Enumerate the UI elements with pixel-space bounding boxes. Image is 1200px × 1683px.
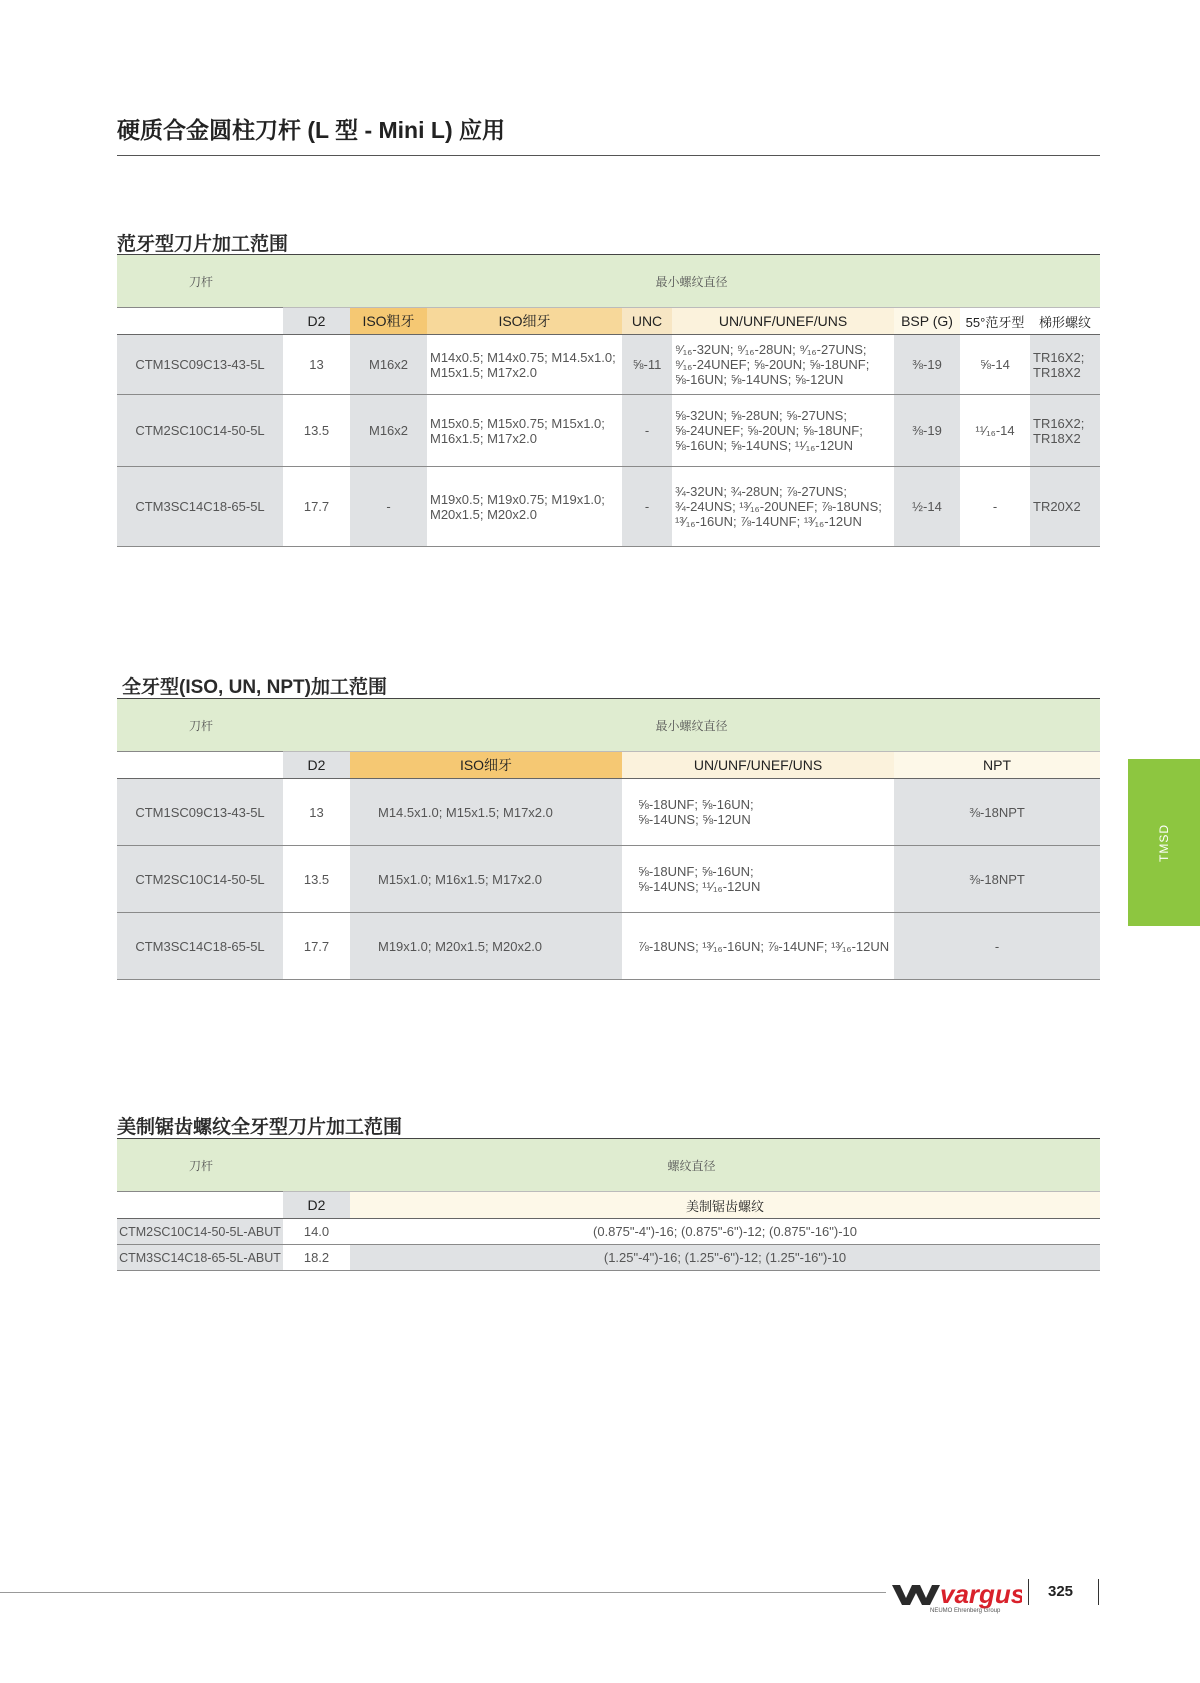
table-row xyxy=(117,779,1100,846)
col-un: UN/UNF/UNEF/UNS xyxy=(672,308,894,335)
cell-model: CTM2SC10C14-50-5L xyxy=(117,846,283,913)
table-row xyxy=(117,395,1100,467)
col-buttress: 美制锯齿螺纹 xyxy=(350,1192,1100,1219)
buttress-table xyxy=(117,1139,1100,1271)
cell-npt: ⅜-18NPT xyxy=(894,846,1100,913)
table-row xyxy=(117,1245,1100,1271)
cell-model: CTM2SC10C14-50-5L-ABUT xyxy=(117,1219,283,1245)
cell-unc: - xyxy=(622,395,672,467)
col-d2: D2 xyxy=(283,1192,350,1219)
cell-model: CTM2SC10C14-50-5L xyxy=(117,395,283,467)
table-row xyxy=(117,335,1100,395)
cell-model: CTM3SC14C18-65-5L xyxy=(117,467,283,547)
cell-d2: 13 xyxy=(283,335,350,395)
cell-model: CTM1SC09C13-43-5L xyxy=(117,779,283,846)
table-row xyxy=(117,1219,1100,1245)
cell-un: ⅝-18UNF; ⅝-16UN; ⅝-14UNS; ¹¹⁄₁₆-12UN xyxy=(622,846,894,913)
header-blank xyxy=(117,308,283,335)
cell-buttress: (1.25"-4")-16; (1.25"-6")-12; (1.25"-16")-10 xyxy=(350,1245,1100,1271)
cell-bsp: ⅜-19 xyxy=(894,335,960,395)
cell-iso-coarse: M16x2 xyxy=(350,395,427,467)
col-bsp: BSP (G) xyxy=(894,308,960,335)
vargus-logo xyxy=(890,1578,1022,1614)
cell-d2: 18.2 xyxy=(283,1245,350,1271)
cell-buttress: (0.875"-4")-16; (0.875"-6")-12; (0.875"-16")-10 xyxy=(350,1219,1100,1245)
cell-iso-fine: M19x1.0; M20x1.5; M20x2.0 xyxy=(350,913,622,980)
cell-trapezoidal: TR20X2 xyxy=(1030,467,1100,547)
header-min-thread-diameter: 最小螺纹直径 xyxy=(283,699,1100,752)
footer-separator xyxy=(1098,1579,1099,1605)
col-trapezoidal: 梯形螺纹 xyxy=(1030,308,1100,335)
cell-un: ¾-32UN; ¾-28UN; ⅞-27UNS; ¾-24UNS; ¹³⁄₁₆-20UNEF; ⅞-18UNS; ¹³⁄₁₆-16UN; ⅞-14UNF; ¹³⁄₁₆-12UN xyxy=(672,467,894,547)
cell-model: CTM3SC14C18-65-5L-ABUT xyxy=(117,1245,283,1271)
cell-un: ⅝-18UNF; ⅝-16UN; ⅝-14UNS; ⅝-12UN xyxy=(622,779,894,846)
header-blank xyxy=(117,752,283,779)
section-title-buttress: 美制锯齿螺纹全牙型刀片加工范围 xyxy=(117,1117,403,1138)
col-iso-fine: ISO细牙 xyxy=(427,308,622,335)
footer-separator xyxy=(1028,1579,1029,1605)
col-iso-coarse: ISO粗牙 xyxy=(350,308,427,335)
header-tool: 刀杆 xyxy=(117,255,283,308)
col-d2: D2 xyxy=(283,752,350,779)
section-title-standard-profile: 范牙型刀片加工范围 xyxy=(117,234,289,255)
col-d2: D2 xyxy=(283,308,350,335)
table-row xyxy=(117,913,1100,980)
header-min-thread-diameter: 最小螺纹直径 xyxy=(283,255,1100,308)
brand-wordmark: vargus xyxy=(940,1579,1022,1609)
cell-npt: ⅜-18NPT xyxy=(894,779,1100,846)
cell-iso-fine: M15x1.0; M16x1.5; M17x2.0 xyxy=(350,846,622,913)
standard-profile-table xyxy=(117,255,1100,547)
cell-un: ⅞-18UNS; ¹³⁄₁₆-16UN; ⅞-14UNF; ¹³⁄₁₆-12UN xyxy=(622,913,894,980)
side-tab-label: TMSD xyxy=(1157,823,1171,862)
section-title-full-profile: 全牙型(ISO, UN, NPT)加工范围 xyxy=(122,677,387,698)
cell-55-profile: ¹¹⁄₁₆-14 xyxy=(960,395,1030,467)
table-row xyxy=(117,467,1100,547)
cell-npt: - xyxy=(894,913,1100,980)
col-un: UN/UNF/UNEF/UNS xyxy=(622,752,894,779)
side-tab-tmsd[interactable] xyxy=(1128,759,1200,926)
cell-model: CTM3SC14C18-65-5L xyxy=(117,913,283,980)
header-tool: 刀杆 xyxy=(117,699,283,752)
header-thread-diameter: 螺纹直径 xyxy=(283,1139,1100,1192)
vargus-logo-mark xyxy=(890,1578,1022,1614)
cell-bsp: ⅜-19 xyxy=(894,395,960,467)
header-blank xyxy=(117,1192,283,1219)
cell-un: ⁹⁄₁₆-32UN; ⁹⁄₁₆-28UN; ⁹⁄₁₆-27UNS; ⁹⁄₁₆-24UNEF; ⅝-20UN; ⅝-18UNF; ⅝-16UN; ⅝-14UNS; ⅝-12UN xyxy=(672,335,894,395)
cell-d2: 14.0 xyxy=(283,1219,350,1245)
cell-un: ⅝-32UN; ⅝-28UN; ⅝-27UNS; ⅝-24UNEF; ⅝-20UN; ⅝-18UNF; ⅝-16UN; ⅝-14UNS; ¹¹⁄₁₆-12UN xyxy=(672,395,894,467)
full-profile-table xyxy=(117,699,1100,980)
cell-iso-fine: M14x0.5; M14x0.75; M14.5x1.0; M15x1.5; M17x2.0 xyxy=(427,335,622,395)
cell-iso-coarse: M16x2 xyxy=(350,335,427,395)
cell-d2: 17.7 xyxy=(283,467,350,547)
cell-d2: 13.5 xyxy=(283,395,350,467)
cell-unc: ⅝-11 xyxy=(622,335,672,395)
cell-trapezoidal: TR16X2; TR18X2 xyxy=(1030,335,1100,395)
brand-subline: NEUMO Ehrenberg Group xyxy=(930,1608,1001,1614)
cell-unc: - xyxy=(622,467,672,547)
col-55-profile: 55°范牙型 xyxy=(960,308,1030,335)
title-divider xyxy=(117,155,1100,156)
cell-55-profile: ⅝-14 xyxy=(960,335,1030,395)
cell-trapezoidal: TR16X2; TR18X2 xyxy=(1030,395,1100,467)
page-number: 325 xyxy=(1048,1583,1074,1600)
cell-model: CTM1SC09C13-43-5L xyxy=(117,335,283,395)
col-iso-fine: ISO细牙 xyxy=(350,752,622,779)
cell-iso-coarse: - xyxy=(350,467,427,547)
table-row xyxy=(117,846,1100,913)
cell-bsp: ½-14 xyxy=(894,467,960,547)
cell-iso-fine: M19x0.5; M19x0.75; M19x1.0; M20x1.5; M20x2.0 xyxy=(427,467,622,547)
col-npt: NPT xyxy=(894,752,1100,779)
footer-divider xyxy=(0,1592,886,1593)
cell-d2: 13.5 xyxy=(283,846,350,913)
cell-55-profile: - xyxy=(960,467,1030,547)
cell-iso-fine: M14.5x1.0; M15x1.5; M17x2.0 xyxy=(350,779,622,846)
cell-d2: 17.7 xyxy=(283,913,350,980)
cell-iso-fine: M15x0.5; M15x0.75; M15x1.0; M16x1.5; M17x2.0 xyxy=(427,395,622,467)
page-title: 硬质合金圆柱刀杆 (L 型 - Mini L) 应用 xyxy=(117,117,505,143)
col-unc: UNC xyxy=(622,308,672,335)
cell-d2: 13 xyxy=(283,779,350,846)
header-tool: 刀杆 xyxy=(117,1139,283,1192)
